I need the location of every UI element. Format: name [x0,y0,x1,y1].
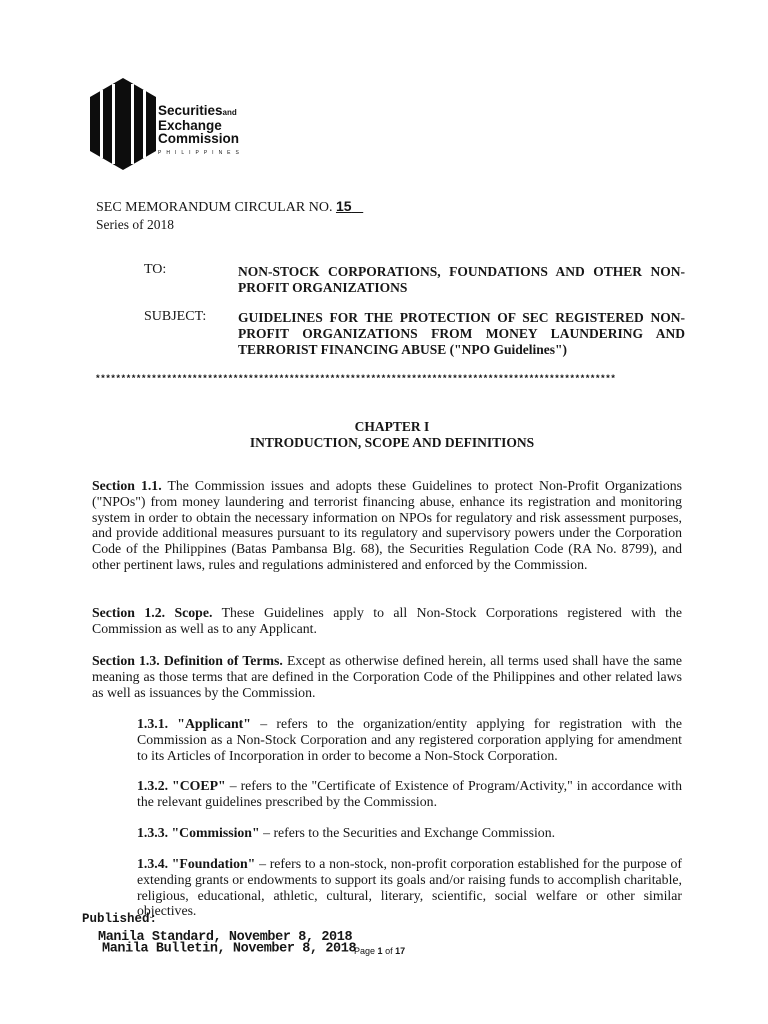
definition-text: – refers to the "Certificate of Existence of Program/Activity," in accordance with the relevant guidelines prescribed by the Commission. [137,778,683,809]
memo-number: 15 [335,198,352,214]
section-text: Except as otherwise defined herein, all terms used shall have the same meaning as those terms that are defined in the Corporation Code of the Philippines and other related laws as well as issuances by the Commission. [92,653,683,700]
subject-label: SUBJECT: [144,309,207,324]
definition-1-3-4 [137,856,682,919]
sec-logo-text [158,104,244,160]
section-1-2 [92,605,682,637]
definition-1-3-2 [137,778,682,810]
memo-series: Series of 2018 [96,217,174,232]
section-heading: Section 1.1. [92,478,162,493]
definition-heading: 1.3.2. "COEP" [137,778,226,793]
page-total: 17 [395,946,406,956]
section-text: The Commission issues and adopts these Guidelines to protect Non-Profit Organizations ("NPOs") from money laundering and terrorist financing abuse, enhance its registration and monitoring system in order to obtain the necessary information on NPOs for regulatory and risk assessment purposes, and provide additional measures pursuant to its regulatory and supervisory powers under the Corporation Code of the Philippines (Batas Pambansa Blg. 68), the Securities Regulation Code (RA No. 8799), and other pertinent laws, rules and regulations administered and enforced by the Commission. [92,478,682,572]
section-heading: Section 1.2. Scope. [92,605,213,620]
logo-country: PHILIPPINES [158,150,244,156]
page-number [354,946,405,956]
chapter-title: INTRODUCTION, SCOPE AND DEFINITIONS [249,435,535,450]
page-current: 1 [377,946,383,956]
published-label: Published: [82,912,158,926]
sec-logo [90,78,156,175]
memo-heading [96,198,363,233]
page-prefix: Page [354,946,376,956]
definition-heading: 1.3.1. "Applicant" [137,716,251,731]
separator-line: ****************************************************************************************************** [95,373,616,384]
definition-heading: 1.3.3. "Commission" [137,825,260,840]
memo-prefix: SEC MEMORANDUM CIRCULAR NO. [96,200,333,215]
logo-line3: Commission [158,131,240,146]
sec-hexagon-logo-icon [90,78,156,170]
section-1-1 [92,478,682,573]
logo-line2: Exchange [158,118,222,133]
logo-line1-suffix: and [222,108,237,117]
to-label: TO: [144,262,167,277]
definition-text: – refers to the organization/entity applying for registration with the Commission as a Non-Stock Corporation and any registered corporation applying for amendment to its Articles of Incorporation in order to become a Non-Stock Corporation. [137,716,683,763]
published-line1: Manila Standard, November 8, 2018 [98,929,353,946]
subject-text: GUIDELINES FOR THE PROTECTION OF SEC REGISTERED NON-PROFIT ORGANIZATIONS FROM MONEY LAUNDERING AND TERRORIST FINANCING ABUSE ("NPO Guidelines") [238,310,685,357]
logo-line1: Securities [158,103,223,118]
section-1-3 [92,653,682,700]
definition-1-3-1 [137,716,682,763]
published-line2: Manila Bulletin, November 8, 2018 [102,940,357,957]
chapter-number: CHAPTER I [354,419,430,434]
section-text: These Guidelines apply to all Non-Stock Corporations registered with the Commission as well as to any Applicant. [92,605,682,636]
section-heading: Section 1.3. Definition of Terms. [92,653,283,668]
definition-text: – refers to the Securities and Exchange Commission. [263,825,556,840]
definition-heading: 1.3.4. "Foundation" [137,856,256,871]
page-sep: of [385,946,393,956]
definition-1-3-3 [137,825,682,841]
published-stamp [98,929,357,957]
definition-text: – refers to a non-stock, non-profit corporation established for the purpose of extending grants or endowments to support its goals and/or raising funds to accomplish charitable, religious, educational, athletic, cultural, literary, scientific, social welfare or other similar objectives. [137,856,683,919]
to-text: NON-STOCK CORPORATIONS, FOUNDATIONS AND OTHER NON-PROFIT ORGANIZATIONS [238,264,685,295]
